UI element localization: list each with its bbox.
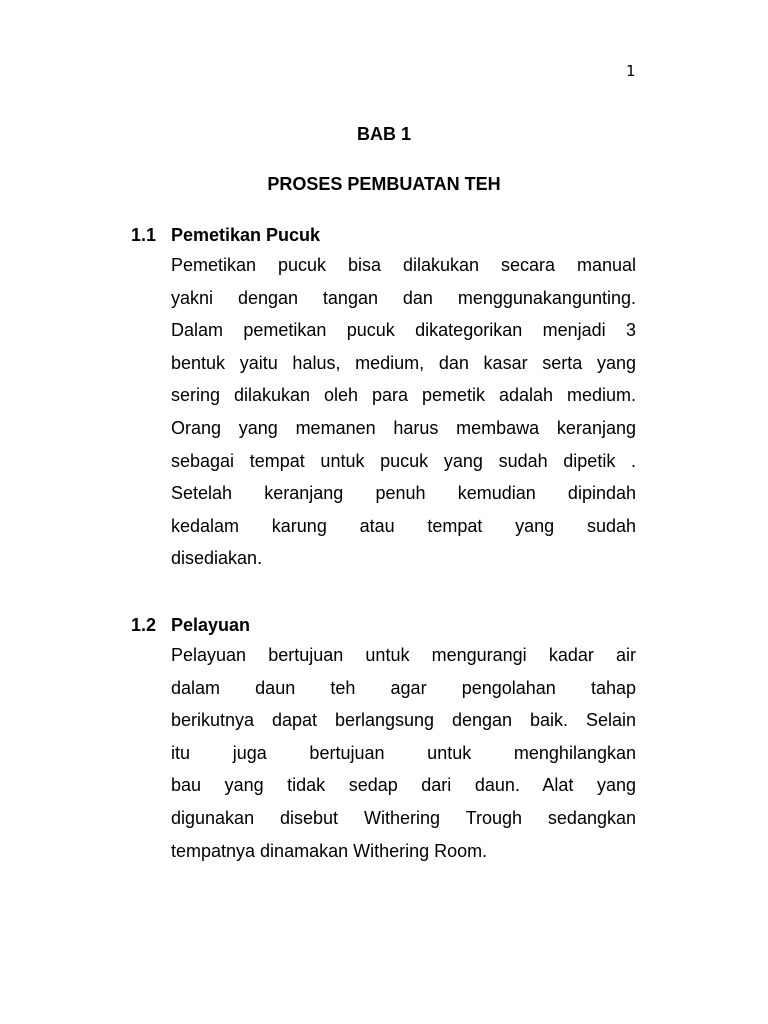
paragraph-line: sering dilakukan oleh para pemetik adalah medium. (171, 385, 636, 406)
paragraph-line: sebagai tempat untuk pucuk yang sudah dipetik . (171, 450, 636, 471)
paragraph (171, 249, 636, 575)
paragraph-line: itu juga bertujuan untuk menghilangkan (171, 742, 636, 763)
paragraph-line: tempatnya dinamakan Withering Room. (171, 840, 488, 861)
section-number: 1.2 (131, 615, 157, 635)
page-number: 1 (626, 62, 636, 80)
section-heading (131, 223, 636, 247)
paragraph-line: Dalam pemetikan pucuk dikategorikan menjadi 3 (171, 320, 636, 341)
paragraph-line: Pelayuan bertujuan untuk mengurangi kadar air (171, 645, 636, 665)
section-pelayuan (131, 613, 636, 867)
paragraph-line: yakni dengan tangan dan menggunakangunting. (171, 287, 636, 308)
section-heading (131, 613, 636, 637)
section-pemetikan-pucuk (131, 223, 636, 575)
section-title: Pelayuan (171, 615, 251, 635)
paragraph-line: Pemetikan pucuk bisa dilakukan secara manual (171, 255, 636, 275)
paragraph-line: dalam daun teh agar pengolahan tahap (171, 677, 636, 698)
paragraph-line: bau yang tidak sedap dari daun. Alat yang (171, 775, 636, 796)
paragraph-line: Setelah keranjang penuh kemudian dipindah (171, 483, 636, 504)
paragraph-line: kedalam karung atau tempat yang sudah (171, 515, 636, 536)
paragraph-line: disediakan. (171, 548, 263, 569)
paragraph (171, 639, 636, 867)
paragraph-line: bentuk yaitu halus, medium, dan kasar serta yang (171, 352, 636, 373)
section-title: Pemetikan Pucuk (171, 225, 321, 245)
chapter-subtitle: PROSES PEMBUATAN TEH (267, 174, 501, 194)
paragraph-line: berikutnya dapat berlangsung dengan baik. Selain (171, 710, 636, 731)
paragraph-line: digunakan disebut Withering Trough sedangkan (171, 807, 636, 828)
section-number: 1.1 (131, 225, 157, 245)
chapter-title: BAB 1 (356, 124, 411, 144)
paragraph-line: Orang yang memanen harus membawa keranjang (171, 417, 636, 438)
